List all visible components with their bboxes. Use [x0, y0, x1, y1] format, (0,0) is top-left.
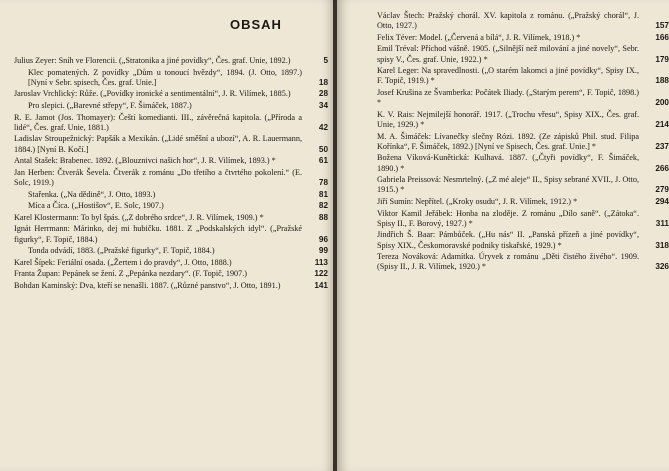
toc-entry [14, 281, 328, 291]
toc-entry-text: Julius Zeyer: Sníh ve Florencii. („Stratonika a jiné povídky“, Čes. graf. Unie, 1892.) [14, 56, 291, 65]
toc-page-number: 214 [655, 119, 669, 129]
toc-page-number: 311 [655, 218, 669, 228]
toc-entry [14, 56, 328, 66]
page-title: OBSAH [230, 17, 282, 32]
toc-entry-text: Pro slepici. („Barevné střepy“, F. Šimáček, 1887.) [28, 100, 192, 110]
toc-page-number: 88 [318, 212, 328, 222]
toc-page-number: 122 [314, 269, 328, 279]
toc-entry [377, 88, 669, 108]
toc-entry [14, 134, 328, 154]
toc-entry [377, 33, 669, 43]
toc-page-number: 61 [318, 156, 328, 166]
toc-page-number: 200 [655, 98, 669, 108]
toc-page-number: 279 [655, 185, 669, 195]
toc-page-number: 82 [318, 201, 328, 211]
toc-entry-text: Felix Téver: Model. („Červená a bílá“, J. R. Vilímek, 1918.) * [377, 32, 581, 42]
toc-entry [14, 190, 328, 200]
toc-page-number: 81 [318, 189, 328, 199]
toc-entry-text: Antal Stašek: Brabenec. 1892. („Blouznivci našich hor“, J. R. Vilímek, 1893.) * [14, 156, 276, 166]
toc-entry [14, 89, 328, 99]
toc-page-number: 99 [318, 246, 328, 256]
toc-page-number: 188 [655, 76, 669, 86]
toc-page-number: 78 [318, 177, 328, 187]
toc-entry [377, 209, 669, 229]
toc-entry-text: Míca a Číca. („Hostišov“, E. Solc, 1907.) [28, 201, 164, 211]
right-toc-list [377, 11, 669, 274]
toc-entry-text: Jaroslav Vrchlický: Růže. („Povídky ironické a sentimentální“, J. R. Vilímek, 1885.) [14, 89, 291, 99]
toc-entry [377, 66, 669, 86]
toc-entry-text: Franta Župan: Pepánek se žení. Z „Pepánka nezdary“. (F. Topič, 1907.) [14, 269, 248, 279]
toc-entry [14, 213, 328, 223]
toc-page-number: 318 [655, 240, 669, 250]
toc-entry [377, 110, 669, 130]
toc-page-number: 50 [318, 144, 328, 154]
toc-entry-text: Ladislav Stroupežnický: Papšák a Mexikán. („Lidé směšní a ubozí“, A. R. Lauermann, 1884.) [Nyní B. Kočí.] [14, 134, 302, 154]
toc-entry-text: Karel Leger: Na spravedlnosti. („O starém lakomci a jiné povídky“, Spisy IX., F. Topič, 1919.) * [377, 66, 639, 86]
toc-entry-text: Tereza Nováková: Adamítka. Úryvek z románu „Děti čistého živého“. 1909. (Spisy II., J. R. Vilímek, 1920.) * [377, 252, 639, 272]
toc-page-number: 141 [314, 280, 328, 290]
toc-entry-text: Stařenka. („Na dědině“, J. Otto, 1893.) [28, 189, 156, 199]
toc-entry-text: Václav Štech: Pražský chorál. XV. kapitola z románu. („Pražský chorál“, J. Otto, 1927.) [377, 11, 639, 31]
toc-entry-text: Karel Šípek: Feriální osada. („Žertem i do pravdy“, J. Otto, 1888.) [14, 257, 232, 267]
toc-entry-text: Jan Herben: Čtverák Ševela. Čtverák z románu „Do třetího a čtvrtého pokolení.“ (E. Solc, 1919.) [14, 167, 302, 187]
toc-entry [377, 132, 669, 152]
toc-entry [14, 101, 328, 111]
toc-entry-text: Klec pomatených. Z povídky „Dům u tonoucí hvězdy“, 1894. (J. Otto, 1897.) [Nyní v Sebr. spisech, Čes. graf. Unie.] [28, 67, 302, 87]
toc-entry-text: Viktor Kamil Jeřábek: Honba na zloděje. Z románu „Dílo saně“. („Zátoka“. Spisy II., F. Borový, 1927.) * [377, 208, 639, 228]
toc-page-number: 28 [318, 89, 328, 99]
toc-entry-text: Emil Tréval: Příchod vášně. 1905. („Silnější než milování a jiné novely“, Sebr. spisy V., Čes. graf. Unie, 1922.) * [377, 44, 639, 64]
toc-page-number: 113 [314, 257, 328, 267]
toc-entry [14, 68, 328, 88]
toc-entry [14, 156, 328, 166]
toc-page-number: 166 [655, 32, 669, 42]
toc-entry [377, 230, 669, 250]
toc-page-number: 237 [655, 141, 669, 151]
toc-entry [14, 258, 328, 268]
toc-entry [377, 44, 669, 64]
toc-entry [14, 201, 328, 211]
toc-entry-text: Karel Klostermann: To byl špás. („Z dobrého srdce“, J. R. Vilímek, 1909.) * [14, 212, 264, 222]
toc-page-number: 294 [655, 196, 669, 206]
toc-page-number: 42 [318, 122, 328, 132]
toc-entry-text: Josef Krušina ze Švamberka: Počátek Iliady. („Starým perem“, F. Topič, 1898.) * [377, 87, 639, 108]
toc-page-number: 5 [323, 56, 328, 65]
left-toc-list [14, 56, 328, 293]
toc-page-number: 266 [655, 163, 669, 173]
toc-entry-text: Ignát Herrmann: Márinko, dej mi hubičku. 1881. Z „Podskalských idyl“. („Pražské figurky“, F. Topič, 1884.) [14, 224, 302, 244]
toc-page-number: 18 [318, 77, 328, 87]
toc-page-number: 326 [655, 262, 669, 272]
toc-entry [14, 224, 328, 244]
right-page [337, 0, 669, 471]
toc-entry [14, 113, 328, 133]
toc-entry-text: M. A. Šimáček: Lívanečky slečny Rózi. 1892. (Ze zápisků Phil. stud. Filipa Kořínka“, F. Šimáček, 1892.) [Nyní ve Spisech, Čes. graf. Unie.] * [377, 131, 639, 151]
toc-page-number: 179 [655, 54, 669, 64]
toc-entry [377, 197, 669, 207]
toc-page-number: 96 [318, 234, 328, 244]
toc-entry-text: Božena Víková-Kunětická: Kulhavá. 1887. („Čtyři povídky“, F. Šimáček, 1890.) * [377, 153, 639, 173]
toc-entry-text: K. V. Rais: Nejmilejší honorář. 1917. („Trochu vřesu“, Spisy XIX., Čes. graf. Unie, 1929.) * [377, 109, 639, 129]
toc-page-number: 34 [318, 100, 328, 110]
toc-entry-text: Tonda odvádí, 1883. („Pražské figurky“, F. Topič, 1884.) [28, 246, 215, 256]
toc-entry-text: Jindřich Š. Baar: Pámbůček. („Hu nás“ II. „Panská přízeň a jiné povídky“, Spisy XIX., Českomoravské podniky tiskařské, 1929.) * [377, 230, 639, 250]
toc-entry-text: Gabriela Preissová: Nesmrtelný. („Z mé aleje“ II., Spisy sebrané XVII., J. Otto, 1915.) * [377, 175, 639, 195]
toc-entry [377, 175, 669, 195]
toc-entry [14, 168, 328, 188]
toc-entry [14, 269, 328, 279]
toc-entry [377, 11, 669, 31]
toc-entry-text: Bohdan Kaminský: Dva, kteří se nenašli. 1887. („Různé panstvo“, J. Otto, 1891.) [14, 280, 281, 290]
toc-entry [377, 252, 669, 272]
toc-entry [377, 153, 669, 173]
toc-page-number: 157 [655, 21, 669, 31]
toc-entry-text: R. E. Jamot (Jos. Thomayer): Čeští komedianti. III., závěrečná kapitola. („Příroda a lidé“, Čes. graf. Unie, 1881.) [14, 112, 302, 132]
toc-entry-text: Jiří Sumín: Nepřítel. („Kroky osudu“, J. R. Vilímek, 1912.) * [377, 196, 578, 206]
toc-entry [14, 246, 328, 256]
